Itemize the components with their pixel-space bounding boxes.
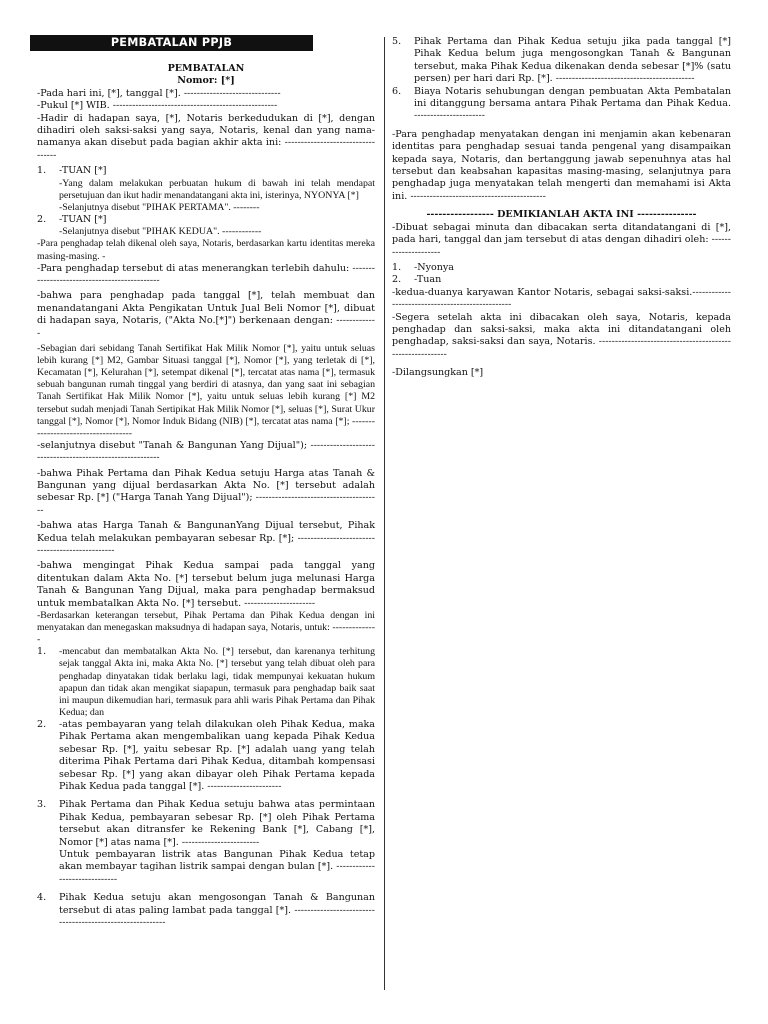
clause-number: 4. xyxy=(37,892,47,904)
clause-text: -atas pembayaran yang telah dilakukan oleh Pihak Kedua, maka Pihak Pertama akan mengembalikan uang kepada Pihak Kedua sebesar Rp. [*], yaitu sebesar Rp. [*] adalah uang yang telah diterima Pihak Pertama dari Pihak Kedua, ditambah kompensasi sebesar Rp. [*] yang akan dibayar oleh Pihak Pertama kepada Pihak Kedua pada tanggal [*]. ----------------------- xyxy=(59,718,375,792)
party-second-number: 2. xyxy=(37,213,47,225)
clause-text: Untuk pembayaran listrik atas Bangunan Pihak Kedua tetap akan membayar tagihan listrik sampai dengan bulan [*]. ------------------------------ xyxy=(59,849,375,885)
parties-identified: -Para penghadap telah dikenal oleh saya, Notaris, berdasarkan kartu identitas mereka masing-masing. - xyxy=(37,238,375,262)
executed-note: -Dilangsungkan [*] xyxy=(392,367,484,379)
clause-item xyxy=(392,86,731,123)
closing-heading: ----------------- DEMIKIANLAH AKTA INI --------------- xyxy=(426,209,697,221)
party-first-number: 1. xyxy=(37,165,47,177)
witness-item xyxy=(392,274,731,286)
sub-title: PEMBATALAN xyxy=(167,63,245,74)
party-second-name: -TUAN [*] xyxy=(59,213,107,225)
right-column xyxy=(392,36,731,380)
clause-number: 1. xyxy=(37,646,47,658)
clause-text: Pihak Pertama dan Pihak Kedua setuju bahwa atas permintaan Pihak Kedua, pembayaran sebesar Rp. [*] oleh Pihak Pertama tersebut akan ditransfer ke Rekening Bank [*], Cabang [*], Nomor [*] atas nama [*]. ------------------------ xyxy=(59,799,375,848)
recital-land-description: -Sebagian dari sebidang Tanah Sertifikat Hak Milik Nomor [*], yaitu untuk seluas lebih kurang [*] M2, Gambar Situasi tanggal [*], Nomor [*], yang terletak di [*], Kecamatan [*], Kelurahan [*], setempat dikenal [*], tercatat atas nama [*], termasuk sebuah bangunan rumah tinggal yang berdiri di atasnya, dan yang saat ini sebagian Tanah Sertifikat Hak Milik Nomor [*], yaitu untuk seluas lebih kurang [*] M2 tersebut sudah menjadi Tanah Sertipikat Hak Milik Nomor [*], seluas [*], Surat Ukur tanggal [*], Nomor [*], Nomor Induk Bidang (NIB) [*], tercatat atas nama [*]; ------------------------------------ xyxy=(37,343,375,439)
recital-statement: -Berdasarkan keterangan tersebut, Pihak Pertama dan Pihak Kedua dengan ini menyatakan dan menegaskan maksudnya di hadapan saya, Notaris, untuk: -------------- xyxy=(37,610,375,646)
clause-item xyxy=(37,799,375,849)
identity-guarantee: -Para penghadap menyatakan dengan ini menjamin akan kebenaran identitas para penghadap sesuai tanda pengenal yang disampaikan kepada saya, Notaris, dan bertanggung jawab sepenuhnya atas hal tersebut dan keabsahan kapasitas masing-masing, selanjutnya para penghadap juga menyatakan telah mengerti dan memahami isi Akta ini. ------------------------------------------ xyxy=(392,128,731,202)
witness-name: -Tuan xyxy=(414,274,442,286)
clause-item xyxy=(37,646,375,719)
opening-time: -Pukul [*] WIB. --------------------------------------------------- xyxy=(37,100,278,112)
opening-date: -Pada hari ini, [*], tanggal [*]. ------------------------------ xyxy=(37,87,281,99)
party-first-designation: -Selanjutnya disebut "PIHAK PERTAMA". -------- xyxy=(59,201,260,213)
recital-payment: -bahwa atas Harga Tanah & BangunanYang Dijual tersebut, Pihak Kedua telah melakukan pembayaran sebesar Rp. [*]; ------------------------------------------------ xyxy=(37,520,375,557)
recital-price: -bahwa Pihak Pertama dan Pihak Kedua setuju Harga atas Tanah & Bangunan yang dijual berdasarkan Akta No. [*] tersebut adalah sebesar Rp. [*] ("Harga Tanah Yang Dijual"); --------------------------------------- xyxy=(37,467,375,516)
clause-text: Pihak Pertama dan Pihak Kedua setuju jika pada tanggal [*] Pihak Kedua belum juga mengosongkan Tanah & Bangunan tersebut, maka Pihak Kedua dikenakan denda sebesar [*]% (satu persen) per hari dari Rp. [*]. ------------------------------------------- xyxy=(414,36,731,85)
recital-cancellation-intent: -bahwa mengingat Pihak Kedua sampai pada tanggal yang ditentukan dalam Akta No. [*] tersebut belum juga melunasi Harga Tanah & Bangunan Yang Dijual, maka para penghadap bermaksud untuk membatalkan Akta No. [*] tersebut. ---------------------- xyxy=(37,560,375,609)
opening-attendance: -Hadir di hadapan saya, [*], Notaris berkedudukan di [*], dengan dihadiri oleh saksi-saksi yang saya, Notaris, kenal dan yang nama-namanya akan disebut pada bagian akhir akta ini: ---------------------------------- xyxy=(37,112,375,161)
party-first xyxy=(37,165,375,214)
witness-item xyxy=(392,262,731,274)
party-second-designation: -Selanjutnya disebut "PIHAK KEDUA". ------------ xyxy=(59,226,262,238)
witness-number: 1. xyxy=(392,261,402,273)
clause-number: 5. xyxy=(392,36,402,47)
witness-role: -kedua-duanya karyawan Kantor Notaris, sebagai saksi-saksi.------------------------------------------------- xyxy=(392,286,731,311)
clause-item xyxy=(37,719,375,793)
recital-deed: -bahwa para penghadap pada tanggal [*], telah membuat dan menandatangani Akta Pengikatan Untuk Jual Beli Nomor [*], dibuat di hadapan saya, Notaris, ("Akta No.[*]") berkenaan dengan: ------------- xyxy=(37,290,375,339)
clause-item xyxy=(392,36,731,86)
party-second xyxy=(37,214,375,239)
witness-number: 2. xyxy=(392,274,402,286)
clause-text: Pihak Kedua setuju akan mengosongan Tanah & Bangunan tersebut di atas paling lambat pada tanggal [*]. ---------------------------------------------------------- xyxy=(59,892,375,929)
clause-number xyxy=(37,849,59,886)
party-first-consent: -Yang dalam melakukan perbuatan hukum di bawah ini telah mendapat persetujuan dan ikut hadir menandatangani akta ini, isterinya, NYONYA [*] xyxy=(59,177,375,201)
clause-text: -mencabut dan membatalkan Akta No. [*] tersebut, dan karenanya terhitung sejak tanggal Akta ini, maka Akta No. [*] tersebut yang telah dibuat oleh para penghadap dinyatakan tidak berlaku lagi, tidak mempunyai kekuatan hukum apapun dan tidak akan mengikat siapapun, termasuk para penghadap baik saat ini maupun dikemudian hari, termasuk para ahli waris Pihak Pertama dan Pihak Kedua; dan xyxy=(59,646,375,718)
column-divider xyxy=(384,37,385,990)
clause-item xyxy=(37,849,375,886)
parties-declare: -Para penghadap tersebut di atas menerangkan terlebih dahulu: --------------------------------------------- xyxy=(37,262,375,287)
signing-statement: -Segera setelah akta ini dibacakan oleh saya, Notaris, kepada penghadap dan saksi-saksi, maka akta ini ditandatangani oleh penghadap, saksi-saksi dan saya, Notaris. ---------------------------------------------------------- xyxy=(392,311,731,360)
document-heading: PEMBATALAN PPJB xyxy=(30,35,313,51)
left-column xyxy=(37,63,375,929)
clause-text: Biaya Notaris sehubungan dengan pembuatan Akta Pembatalan ini ditanggung bersama antara Pihak Pertama dan Pihak Kedua. ---------------------- xyxy=(414,85,731,122)
clause-item xyxy=(37,892,375,929)
clause-number: 6. xyxy=(392,85,402,97)
closing-minuta: -Dibuat sebagai minuta dan dibacakan serta ditandatangani di [*], pada hari, tanggal dan jam tersebut di atas dengan dihadiri oleh: --------------------- xyxy=(392,221,731,258)
recital-land-defined: -selanjutnya disebut "Tanah & Bangunan Yang Dijual"); ---------------------------------------------------------- xyxy=(37,439,375,464)
deed-number: Nomor: [*] xyxy=(177,75,235,87)
party-first-name: -TUAN [*] xyxy=(59,165,107,177)
clause-number: 3. xyxy=(37,799,47,811)
clause-number: 2. xyxy=(37,718,47,730)
witness-name: -Nyonya xyxy=(414,261,454,273)
